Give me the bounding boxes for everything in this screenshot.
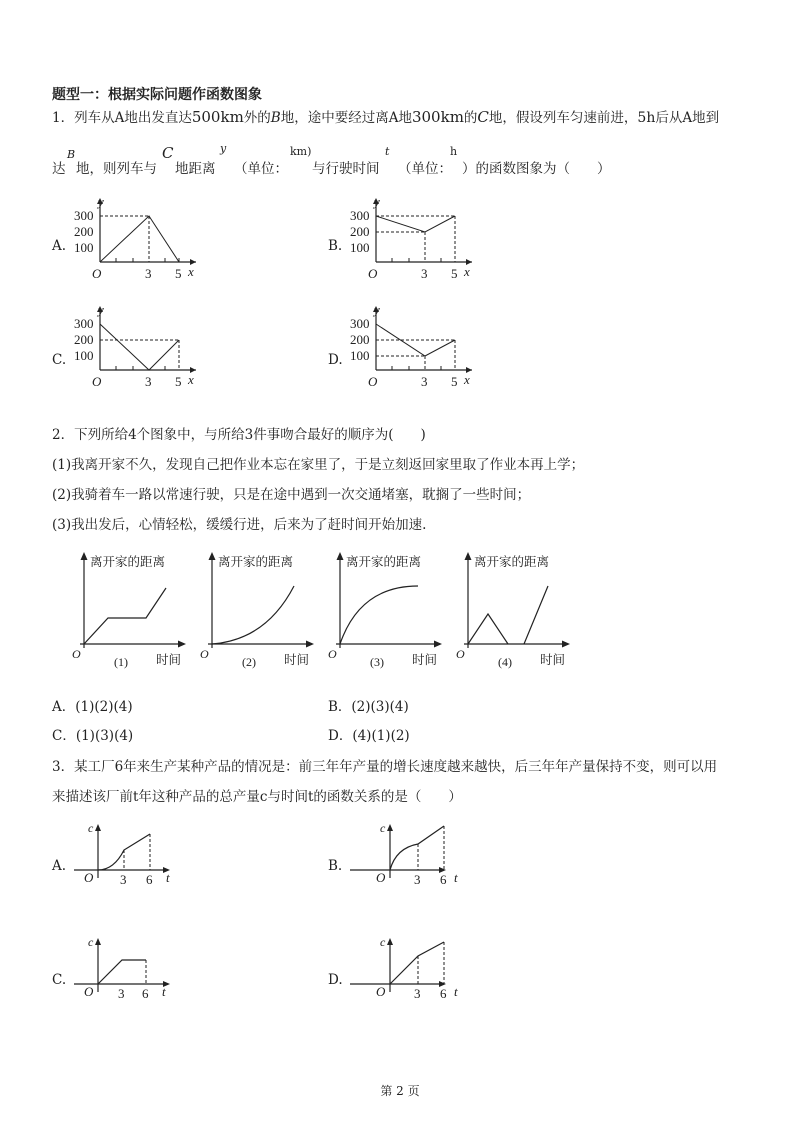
q1-graph-b: [344, 196, 484, 286]
axis-x-label: x: [464, 264, 470, 279]
tick-200: 200: [74, 332, 94, 347]
tick-3: 3: [118, 986, 125, 1001]
q1-line2-e: ）的函数图象为（ ）: [462, 161, 611, 177]
origin-label: O: [92, 266, 102, 281]
graph-line-1: [468, 614, 508, 644]
origin-label: O: [376, 984, 386, 999]
axis-y-label: c: [88, 821, 94, 835]
y-axis-arrow: [387, 938, 393, 945]
graph-line: [376, 216, 455, 232]
x-label: 时间: [412, 653, 438, 667]
graph-line: [100, 324, 179, 370]
tick-300: 300: [350, 208, 370, 223]
axis-x-label: x: [464, 372, 470, 387]
axis-y-label: c: [380, 935, 386, 949]
q1-line2-c: 地距离: [175, 161, 216, 177]
y-label: 离开家的距离: [474, 555, 550, 569]
q1-graph-d: [344, 304, 484, 394]
q1-line2-b: 地，则列车与: [76, 161, 157, 177]
q2-option-a[interactable]: A．(1)(2)(4): [52, 699, 133, 715]
q1-unit-h: h: [450, 145, 458, 158]
tick-6: 6: [440, 986, 447, 1001]
page-footer: 第 2 页: [380, 1084, 420, 1098]
section-title: 题型一：根据实际问题作函数图象: [52, 87, 262, 103]
q1-var-b: B: [67, 148, 76, 161]
graph-line: [84, 588, 166, 644]
axis-y-label: y: [374, 196, 380, 209]
tick-300: 300: [74, 316, 94, 331]
axis-y-label: c: [380, 821, 386, 835]
axis-y-label: c: [88, 935, 94, 949]
tick-6: 6: [440, 872, 447, 887]
axis-x-label: t: [166, 870, 170, 885]
y-label: 离开家的距离: [346, 555, 422, 569]
y-label: 离开家的距离: [90, 555, 166, 569]
tick-3: 3: [145, 374, 152, 389]
x-label: 时间: [540, 653, 566, 667]
origin-label: O: [456, 647, 465, 661]
origin-label: O: [72, 647, 81, 661]
q2-option-d[interactable]: D．(4)(1)(2): [328, 728, 410, 744]
graph-line: [98, 960, 146, 984]
q1-var-t: t: [385, 145, 390, 158]
origin-label: O: [84, 984, 94, 999]
q1-option-d[interactable]: D.: [328, 352, 343, 368]
x-axis-arrow: [434, 641, 442, 648]
tick-200: 200: [74, 224, 94, 239]
origin-label: O: [368, 374, 378, 389]
q1-graph-a: [68, 190, 208, 285]
origin-label: O: [200, 647, 209, 661]
q2-option-c[interactable]: C．(1)(3)(4): [52, 728, 134, 744]
q2-graph-1: [60, 548, 190, 674]
tick-3: 3: [421, 266, 428, 281]
tick-3: 3: [414, 986, 421, 1001]
y-axis-arrow: [95, 824, 101, 831]
tick-200: 200: [350, 332, 370, 347]
tick-3: 3: [421, 374, 428, 389]
axis-x-label: t: [454, 870, 458, 885]
graph-line: [100, 216, 179, 262]
x-axis-arrow: [306, 641, 314, 648]
tick-5: 5: [175, 374, 182, 389]
q3-graph-d: [346, 932, 466, 1012]
tick-5: 5: [451, 266, 458, 281]
tick-300: 300: [350, 316, 370, 331]
q3-graph-c: [70, 932, 190, 1012]
tick-100: 100: [74, 240, 94, 255]
q1-var-c: C: [162, 144, 174, 162]
tick-3: 3: [145, 266, 152, 281]
origin-label: O: [328, 647, 337, 661]
q1-line2-a: 达: [52, 161, 66, 177]
q3-graph-b: [346, 818, 466, 898]
q1-graph-c: [68, 304, 208, 394]
q3-option-c[interactable]: C.: [52, 972, 67, 988]
q3-graph-a: [70, 818, 190, 898]
q1-option-c[interactable]: C.: [52, 352, 67, 368]
origin-label: O: [368, 266, 378, 281]
graph-label: (2): [242, 655, 256, 669]
x-axis-arrow: [562, 641, 570, 648]
q3-line1: 3．某工厂6年来生产某种产品的情况是：前三年年产量的增长速度越来越快，后三年年产量保持不变，则可以用: [52, 759, 718, 775]
axis-x-label: x: [188, 264, 194, 279]
tick-5: 5: [175, 266, 182, 281]
q1-unit-km: km): [290, 145, 312, 158]
graph-label: (4): [498, 655, 512, 669]
q1-unit-open: （单位：: [234, 161, 288, 177]
q1-option-b[interactable]: B.: [328, 238, 343, 254]
q2-graph-3: [316, 548, 446, 674]
graph-line: [390, 942, 444, 984]
origin-label: O: [376, 870, 386, 885]
y-axis-arrow: [337, 552, 344, 560]
q3-line2: 来描述该厂前t年这种产品的总产量c与时间t的函数关系的是（ ）: [52, 789, 462, 805]
graph-line: [340, 586, 418, 644]
y-axis-arrow: [465, 552, 472, 560]
origin-label: O: [84, 870, 94, 885]
q3-option-b[interactable]: B.: [328, 858, 343, 874]
axis-x-label: t: [454, 984, 458, 999]
q2-graph-2: [188, 548, 318, 674]
x-label: 时间: [284, 653, 310, 667]
axis-x-label: t: [162, 984, 166, 999]
y-axis-arrow: [387, 824, 393, 831]
axis-x-label: x: [188, 372, 194, 387]
origin-label: O: [92, 374, 102, 389]
axis-y-label: y: [98, 304, 104, 317]
tick-100: 100: [74, 348, 94, 363]
tick-6: 6: [146, 872, 153, 887]
q3-option-d[interactable]: D.: [328, 972, 343, 988]
tick-300: 300: [74, 208, 94, 223]
x-axis-arrow: [178, 641, 186, 648]
axis-y-label: y: [374, 304, 380, 317]
q3-option-a[interactable]: A.: [52, 858, 67, 874]
q1-line2-d: 与行驶时间: [312, 161, 380, 177]
graph-line: [390, 826, 444, 870]
x-label: 时间: [156, 653, 182, 667]
tick-6: 6: [142, 986, 149, 1001]
graph-line: [212, 586, 294, 644]
y-label: 离开家的距离: [218, 555, 294, 569]
tick-3: 3: [120, 872, 127, 887]
q2-item-2: (2)我骑着车一路以常速行驶，只是在途中遇到一次交通堵塞，耽搁了一些时间；: [52, 487, 531, 503]
y-axis-arrow: [209, 552, 216, 560]
q1-unit-open2: （单位：: [398, 161, 452, 177]
tick-100: 100: [350, 348, 370, 363]
q1-var-y: y: [220, 142, 227, 155]
tick-3: 3: [414, 872, 421, 887]
y-axis-arrow: [95, 938, 101, 945]
q2-item-3: (3)我出发后，心情轻松，缓缓行进，后来为了赶时间开始加速.: [52, 517, 427, 533]
q2-graph-4: [444, 548, 574, 674]
graph-line-2: [524, 586, 548, 644]
graph-label: (1): [114, 655, 128, 669]
tick-100: 100: [350, 240, 370, 255]
y-axis-arrow: [81, 552, 88, 560]
q1-option-a[interactable]: A.: [52, 238, 67, 254]
q2-item-1: (1)我离开家不久，发现自己把作业本忘在家里了，于是立刻返回家里取了作业本再上学；: [52, 457, 585, 473]
tick-200: 200: [350, 224, 370, 239]
graph-label: (3): [370, 655, 384, 669]
tick-5: 5: [451, 374, 458, 389]
q1-line1: 1．列车从A地出发直达500km外的B地，途中要经过离A地300km的C地，假设列车匀速前进，5h后从A地到: [52, 108, 720, 126]
q2-stem: 2．下列所给4个图象中，与所给3件事吻合最好的顺序为( ): [52, 427, 426, 443]
axis-y-label: y: [98, 194, 104, 209]
q2-option-b[interactable]: B．(2)(3)(4): [328, 699, 409, 715]
